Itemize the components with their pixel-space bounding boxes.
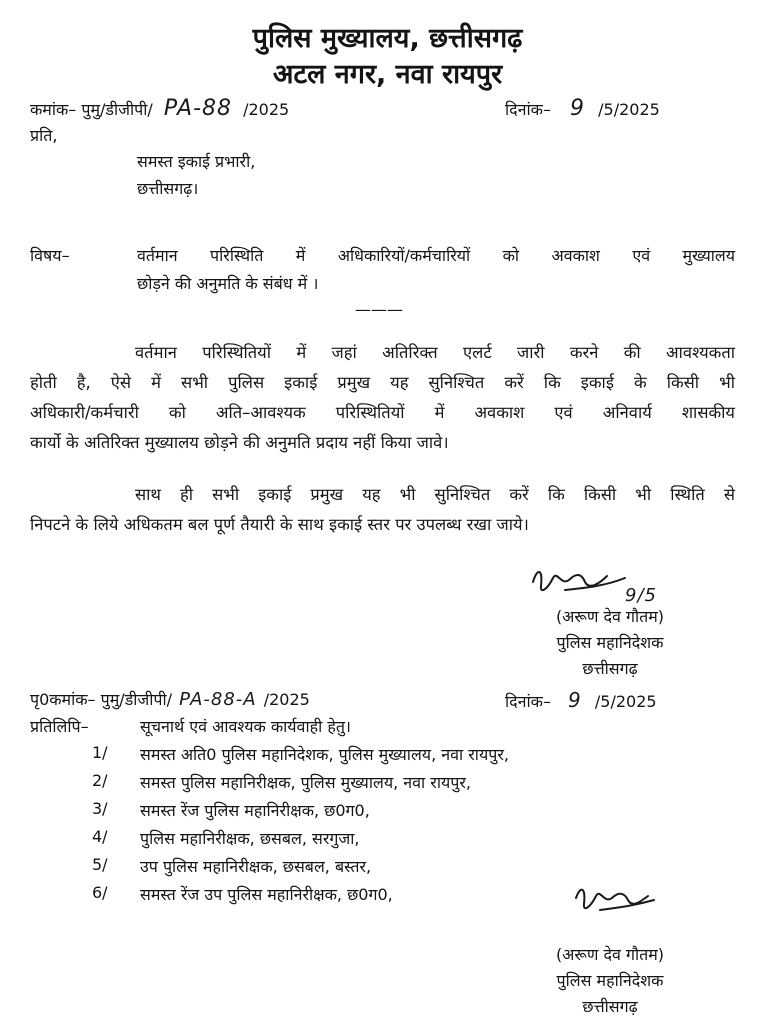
copy-purpose: सूचनार्थ एवं आवश्यक कार्यवाही हेतु। [140, 717, 352, 736]
subject-underline: ——— [355, 300, 403, 319]
signature-2-name: (अरूण देव गौतम) [555, 945, 665, 964]
handwritten-reference: PA-88 [163, 96, 233, 121]
signature-1-state: छत्तीसगढ़ [582, 659, 638, 678]
signature-2-designation: पुलिस महानिदेशक [556, 971, 664, 990]
office-address: अटल नगर, नवा रायपुर [272, 59, 503, 90]
paragraph-1-line-3: अधिकारी/कर्मचारी को अति–आवश्यक परिस्थितियों में अवकाश एवं अनिवार्य शासकीय [30, 403, 735, 422]
copy-item-5-number: 5/ [92, 855, 108, 874]
paragraph-2-line-1: साथ ही सभी इकाई प्रमुख यह भी सुनिश्चित करें कि किसी भी स्थिति से [135, 485, 735, 504]
copy-item-2-text: समस्त पुलिस महानिरीक्षक, पुलिस मुख्यालय, नवा रायपुर, [140, 773, 471, 792]
subject-line-1: वर्तमान परिस्थिति में अधिकारियों/कर्मचारियों को अवकाश एवं मुख्यालय [137, 246, 735, 265]
handwritten-date-day: 9 [570, 96, 586, 121]
recipient-line-1: समस्त इकाई प्रभारी, [137, 152, 256, 171]
copy-item-1-number: 1/ [92, 743, 108, 762]
recipient-line-2: छत्तीसगढ़। [137, 179, 199, 198]
copy-item-4-number: 4/ [92, 827, 108, 846]
office-title: पुलिस मुख्यालय, छत्तीसगढ़ [252, 23, 523, 54]
endorsement-date-rest: /5/2025 [594, 692, 657, 711]
paragraph-1-line-1: वर्तमान परिस्थितियों में जहां अतिरिक्त एलर्ट जारी करने की आवश्यकता [135, 343, 735, 362]
signature-2-state: छत्तीसगढ़ [582, 997, 638, 1016]
copy-item-1-text: समस्त अति0 पुलिस महानिदेशक, पुलिस मुख्यालय, नवा रायपुर, [140, 745, 509, 764]
reference-label: कमांक– पुमु/डीजीपी/ [30, 100, 153, 119]
subject-line-2: छोड़ने की अनुमति के संबंध में । [137, 274, 319, 293]
copy-item-4-text: पुलिस महानिरीक्षक, छसबल, सरगुजा, [140, 829, 360, 848]
endorsement-label: पृ0कमांक– पुमु/डीजीपी/ [30, 690, 173, 709]
reference-date [505, 96, 660, 121]
endorsement-date-label: दिनांक– [505, 692, 551, 711]
copy-item-6-number: 6/ [92, 883, 108, 902]
subject-label: विषय– [30, 246, 70, 265]
paragraph-1-line-4: कार्यो के अतिरिक्त मुख्यालय छोड़ने की अनुमति प्रदाय नहीं किया जावे। [30, 433, 449, 452]
date-label: दिनांक– [505, 100, 551, 119]
copy-item-6-text: समस्त रेंज उप पुलिस महानिरीक्षक, छ0ग0, [140, 885, 393, 904]
reference-year: /2025 [243, 100, 290, 119]
copy-item-3-number: 3/ [92, 799, 108, 818]
signature-2-image [570, 880, 660, 925]
copy-item-3-text: समस्त रेंज पुलिस महानिरीक्षक, छ0ग0, [140, 801, 370, 820]
paragraph-1-line-2: होती है, ऐसे में सभी पुलिस इकाई प्रमुख यह सुनिश्चित करें कि इकाई के किसी भी [30, 373, 735, 392]
endorsement-date [505, 688, 657, 712]
handwritten-endorsement-day: 9 [568, 688, 582, 712]
reference-number [30, 96, 289, 121]
copy-label: प्रतिलिपि– [30, 717, 89, 736]
to-label: प्रति, [30, 126, 58, 145]
handwritten-endorsement-reference: PA-88-A [179, 689, 257, 710]
endorsement-year: /2025 [263, 690, 310, 709]
copy-item-2-number: 2/ [92, 771, 108, 790]
endorsement-number [30, 688, 310, 710]
copy-item-5-text: उप पुलिस महानिरीक्षक, छसबल, बस्तर, [140, 857, 372, 876]
signature-1-name: (अरूण देव गौतम) [555, 607, 665, 626]
signature-1-handwritten-date: 9/5 [625, 585, 657, 606]
date-rest: /5/2025 [598, 100, 660, 119]
signature-1-designation: पुलिस महानिदेशक [556, 633, 664, 652]
paragraph-2-line-2: निपटने के लिये अधिकतम बल पूर्ण तैयारी के साथ इकाई स्तर पर उपलब्ध रखा जाये। [30, 515, 529, 534]
